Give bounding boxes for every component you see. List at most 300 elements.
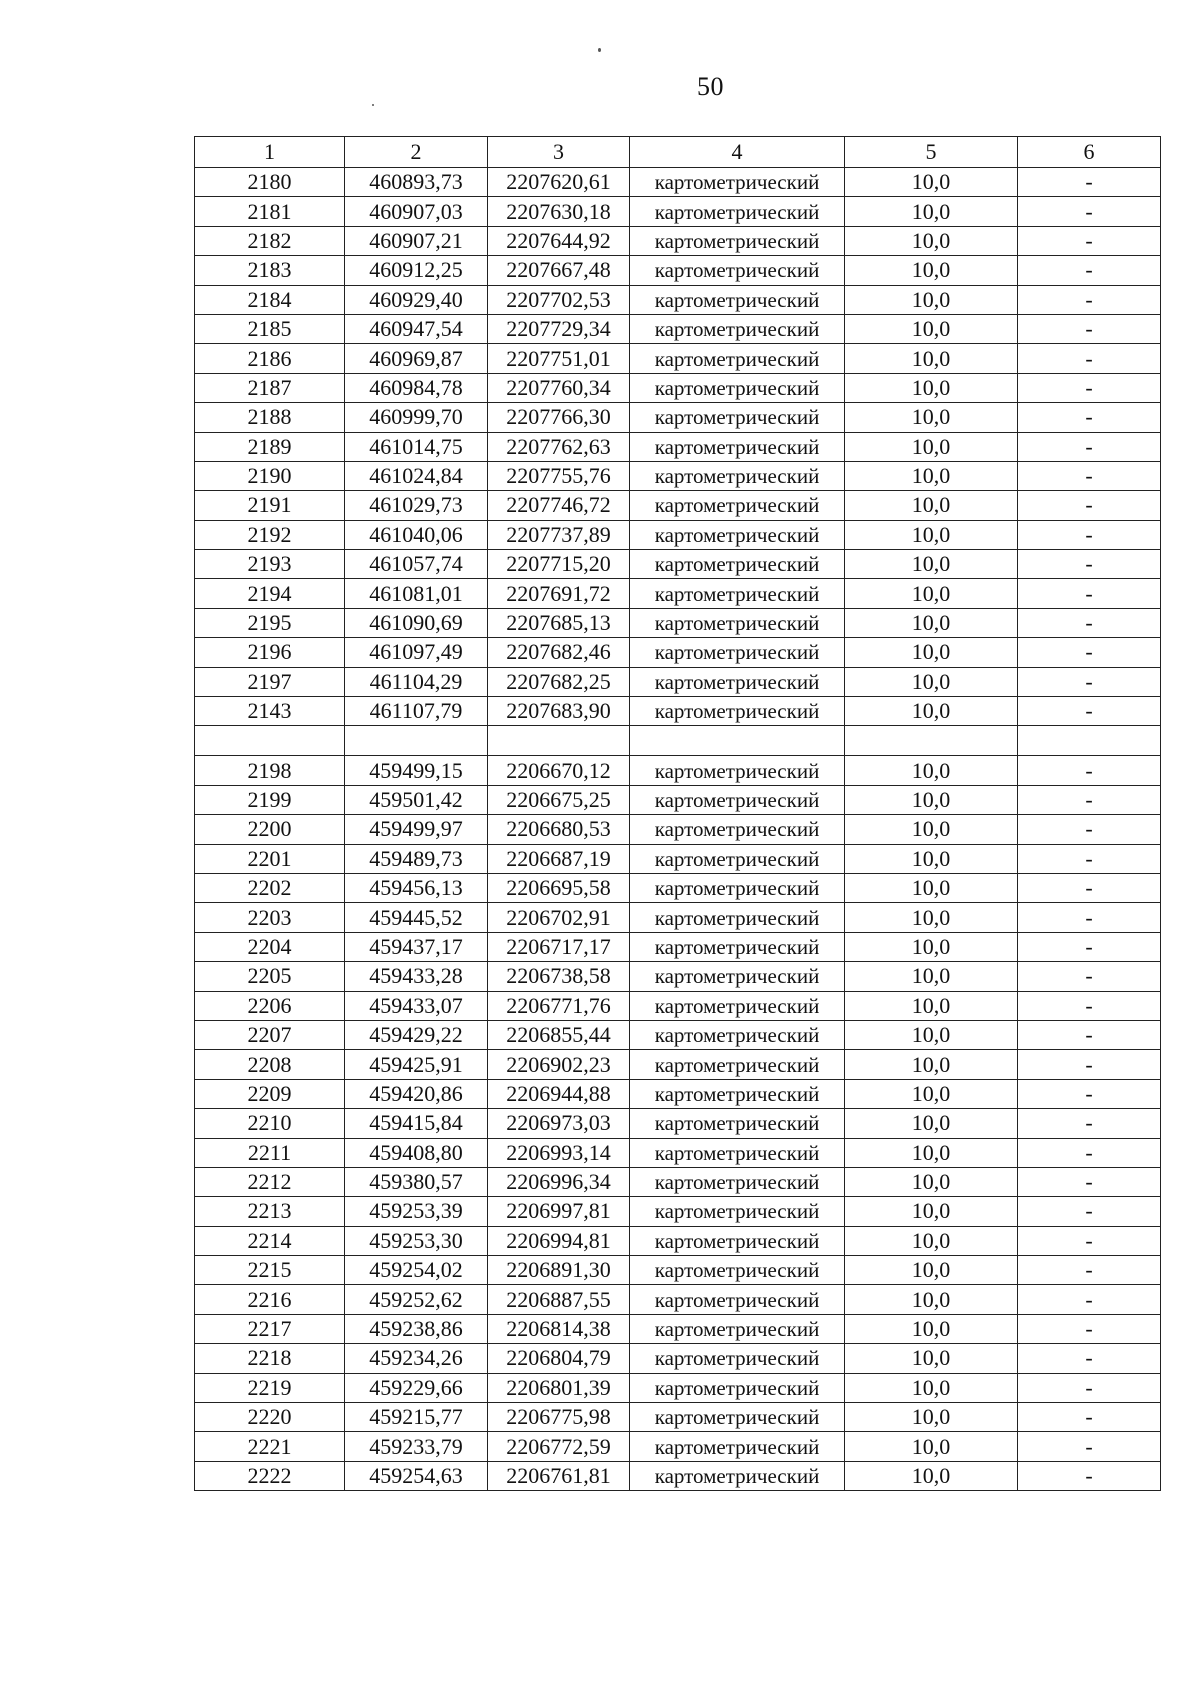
cell-x-coordinate: 459215,77: [345, 1403, 488, 1432]
empty-cell: [345, 726, 488, 756]
cell-point-number: 2183: [195, 256, 345, 285]
cell-method: картометрический: [630, 1432, 845, 1461]
cell-y-coordinate: 2207682,25: [488, 667, 630, 696]
cell-note: -: [1018, 815, 1161, 844]
cell-y-coordinate: 2206891,30: [488, 1256, 630, 1285]
cell-method: картометрический: [630, 1138, 845, 1167]
cell-x-coordinate: 459456,13: [345, 873, 488, 902]
cell-y-coordinate: 2207760,34: [488, 373, 630, 402]
table-row: [195, 344, 1161, 373]
cell-y-coordinate: 2206702,91: [488, 903, 630, 932]
cell-note: -: [1018, 932, 1161, 961]
cell-accuracy: 10,0: [845, 1285, 1018, 1314]
cell-point-number: 2187: [195, 373, 345, 402]
cell-x-coordinate: 459499,97: [345, 815, 488, 844]
cell-point-number: 2204: [195, 932, 345, 961]
table-body: [195, 137, 1161, 1491]
cell-y-coordinate: 2206887,55: [488, 1285, 630, 1314]
table-row: [195, 1197, 1161, 1226]
cell-x-coordinate: 459254,02: [345, 1256, 488, 1285]
cell-x-coordinate: 459437,17: [345, 932, 488, 961]
cell-point-number: 2190: [195, 461, 345, 490]
cell-point-number: 2206: [195, 991, 345, 1020]
cell-method: картометрический: [630, 756, 845, 785]
cell-x-coordinate: 459254,63: [345, 1461, 488, 1490]
table-row: [195, 550, 1161, 579]
cell-point-number: 2210: [195, 1109, 345, 1138]
cell-y-coordinate: 2206801,39: [488, 1373, 630, 1402]
cell-x-coordinate: 459380,57: [345, 1167, 488, 1196]
cell-y-coordinate: 2207685,13: [488, 608, 630, 637]
cell-accuracy: 10,0: [845, 550, 1018, 579]
cell-y-coordinate: 2206994,81: [488, 1226, 630, 1255]
cell-note: -: [1018, 697, 1161, 726]
cell-y-coordinate: 2206993,14: [488, 1138, 630, 1167]
cell-point-number: 2221: [195, 1432, 345, 1461]
cell-note: -: [1018, 667, 1161, 696]
cell-method: картометрический: [630, 314, 845, 343]
cell-method: картометрический: [630, 1167, 845, 1196]
cell-method: картометрический: [630, 1256, 845, 1285]
cell-note: -: [1018, 1079, 1161, 1108]
cell-accuracy: 10,0: [845, 197, 1018, 226]
cell-point-number: 2212: [195, 1167, 345, 1196]
table-row: [195, 1285, 1161, 1314]
cell-note: -: [1018, 1020, 1161, 1049]
cell-accuracy: 10,0: [845, 962, 1018, 991]
cell-point-number: 2201: [195, 844, 345, 873]
cell-point-number: 2209: [195, 1079, 345, 1108]
cell-x-coordinate: 459253,30: [345, 1226, 488, 1255]
cell-note: -: [1018, 314, 1161, 343]
cell-accuracy: 10,0: [845, 1461, 1018, 1490]
cell-y-coordinate: 2206996,34: [488, 1167, 630, 1196]
cell-method: картометрический: [630, 373, 845, 402]
cell-note: -: [1018, 903, 1161, 932]
table-row: [195, 638, 1161, 667]
cell-accuracy: 10,0: [845, 1432, 1018, 1461]
cell-method: картометрический: [630, 638, 845, 667]
table-row: [195, 1314, 1161, 1343]
cell-note: -: [1018, 1373, 1161, 1402]
cell-accuracy: 10,0: [845, 285, 1018, 314]
table-row: [195, 520, 1161, 549]
cell-point-number: 2182: [195, 226, 345, 255]
cell-x-coordinate: 460912,25: [345, 256, 488, 285]
cell-note: -: [1018, 168, 1161, 197]
cell-point-number: 2185: [195, 314, 345, 343]
cell-point-number: 2186: [195, 344, 345, 373]
cell-y-coordinate: 2206738,58: [488, 962, 630, 991]
column-header-4: 4: [630, 137, 845, 168]
cell-x-coordinate: 461029,73: [345, 491, 488, 520]
cell-method: картометрический: [630, 256, 845, 285]
cell-accuracy: 10,0: [845, 932, 1018, 961]
cell-note: -: [1018, 1167, 1161, 1196]
cell-method: картометрический: [630, 579, 845, 608]
table-row: [195, 697, 1161, 726]
page-number: 50: [697, 72, 724, 101]
cell-x-coordinate: 461104,29: [345, 667, 488, 696]
cell-y-coordinate: 2207630,18: [488, 197, 630, 226]
cell-accuracy: 10,0: [845, 1373, 1018, 1402]
cell-accuracy: 10,0: [845, 1109, 1018, 1138]
cell-y-coordinate: 2206772,59: [488, 1432, 630, 1461]
cell-method: картометрический: [630, 1109, 845, 1138]
cell-method: картометрический: [630, 550, 845, 579]
cell-point-number: 2195: [195, 608, 345, 637]
cell-x-coordinate: 459415,84: [345, 1109, 488, 1138]
cell-x-coordinate: 461057,74: [345, 550, 488, 579]
cell-point-number: 2222: [195, 1461, 345, 1490]
cell-accuracy: 10,0: [845, 1167, 1018, 1196]
cell-y-coordinate: 2207737,89: [488, 520, 630, 549]
table-row: [195, 1167, 1161, 1196]
cell-accuracy: 10,0: [845, 403, 1018, 432]
cell-point-number: 2203: [195, 903, 345, 932]
cell-y-coordinate: 2207762,63: [488, 432, 630, 461]
table-row: [195, 932, 1161, 961]
table-row: [195, 608, 1161, 637]
cell-method: картометрический: [630, 285, 845, 314]
cell-x-coordinate: 461090,69: [345, 608, 488, 637]
table-row: [195, 1432, 1161, 1461]
cell-accuracy: 10,0: [845, 491, 1018, 520]
cell-note: -: [1018, 197, 1161, 226]
cell-y-coordinate: 2206771,76: [488, 991, 630, 1020]
cell-accuracy: 10,0: [845, 256, 1018, 285]
cell-method: картометрический: [630, 697, 845, 726]
cell-x-coordinate: 459433,28: [345, 962, 488, 991]
cell-point-number: 2214: [195, 1226, 345, 1255]
cell-accuracy: 10,0: [845, 1079, 1018, 1108]
cell-point-number: 2180: [195, 168, 345, 197]
cell-x-coordinate: 460969,87: [345, 344, 488, 373]
cell-accuracy: 10,0: [845, 873, 1018, 902]
cell-accuracy: 10,0: [845, 226, 1018, 255]
cell-method: картометрический: [630, 1285, 845, 1314]
cell-method: картометрический: [630, 520, 845, 549]
scan-speck: [598, 48, 601, 52]
cell-y-coordinate: 2207751,01: [488, 344, 630, 373]
cell-x-coordinate: 459238,86: [345, 1314, 488, 1343]
cell-method: картометрический: [630, 1373, 845, 1402]
cell-note: -: [1018, 962, 1161, 991]
table-row: [195, 403, 1161, 432]
table-row: [195, 256, 1161, 285]
cell-note: -: [1018, 344, 1161, 373]
table-row: [195, 1403, 1161, 1432]
cell-y-coordinate: 2207729,34: [488, 314, 630, 343]
cell-note: -: [1018, 226, 1161, 255]
scan-speck: [372, 104, 374, 106]
cell-y-coordinate: 2206855,44: [488, 1020, 630, 1049]
cell-accuracy: 10,0: [845, 1314, 1018, 1343]
cell-y-coordinate: 2206902,23: [488, 1050, 630, 1079]
cell-accuracy: 10,0: [845, 168, 1018, 197]
cell-x-coordinate: 461014,75: [345, 432, 488, 461]
coordinates-table: [194, 136, 1161, 1491]
cell-accuracy: 10,0: [845, 432, 1018, 461]
cell-accuracy: 10,0: [845, 608, 1018, 637]
table-row: [195, 1461, 1161, 1490]
cell-y-coordinate: 2206695,58: [488, 873, 630, 902]
cell-point-number: 2200: [195, 815, 345, 844]
cell-method: картометрический: [630, 873, 845, 902]
cell-note: -: [1018, 1314, 1161, 1343]
table-row: [195, 491, 1161, 520]
cell-y-coordinate: 2207766,30: [488, 403, 630, 432]
cell-point-number: 2207: [195, 1020, 345, 1049]
table-row: [195, 962, 1161, 991]
table-row: [195, 373, 1161, 402]
cell-point-number: 2211: [195, 1138, 345, 1167]
cell-y-coordinate: 2207644,92: [488, 226, 630, 255]
column-header-3: 3: [488, 137, 630, 168]
table-row: [195, 1079, 1161, 1108]
cell-point-number: 2205: [195, 962, 345, 991]
cell-y-coordinate: 2207715,20: [488, 550, 630, 579]
cell-y-coordinate: 2206670,12: [488, 756, 630, 785]
cell-y-coordinate: 2206761,81: [488, 1461, 630, 1490]
cell-y-coordinate: 2206944,88: [488, 1079, 630, 1108]
cell-y-coordinate: 2206675,25: [488, 785, 630, 814]
cell-method: картометрический: [630, 461, 845, 490]
cell-note: -: [1018, 403, 1161, 432]
cell-method: картометрический: [630, 1226, 845, 1255]
cell-point-number: 2198: [195, 756, 345, 785]
cell-method: картометрический: [630, 1020, 845, 1049]
cell-method: картометрический: [630, 608, 845, 637]
table-row: [195, 785, 1161, 814]
cell-accuracy: 10,0: [845, 697, 1018, 726]
cell-point-number: 2188: [195, 403, 345, 432]
empty-cell: [195, 726, 345, 756]
cell-method: картометрический: [630, 226, 845, 255]
cell-note: -: [1018, 1050, 1161, 1079]
cell-method: картометрический: [630, 903, 845, 932]
cell-accuracy: 10,0: [845, 373, 1018, 402]
cell-point-number: 2191: [195, 491, 345, 520]
cell-x-coordinate: 459501,42: [345, 785, 488, 814]
cell-method: картометрический: [630, 168, 845, 197]
cell-accuracy: 10,0: [845, 1226, 1018, 1255]
cell-y-coordinate: 2206717,17: [488, 932, 630, 961]
cell-point-number: 2219: [195, 1373, 345, 1402]
cell-accuracy: 10,0: [845, 1197, 1018, 1226]
cell-y-coordinate: 2207755,76: [488, 461, 630, 490]
cell-point-number: 2194: [195, 579, 345, 608]
cell-point-number: 2192: [195, 520, 345, 549]
cell-accuracy: 10,0: [845, 638, 1018, 667]
empty-cell: [845, 726, 1018, 756]
cell-point-number: 2189: [195, 432, 345, 461]
cell-note: -: [1018, 1344, 1161, 1373]
cell-accuracy: 10,0: [845, 520, 1018, 549]
table-row: [195, 844, 1161, 873]
cell-accuracy: 10,0: [845, 344, 1018, 373]
cell-x-coordinate: 461107,79: [345, 697, 488, 726]
cell-method: картометрический: [630, 432, 845, 461]
cell-note: -: [1018, 1138, 1161, 1167]
column-header-2: 2: [345, 137, 488, 168]
table-row: [195, 226, 1161, 255]
cell-point-number: 2196: [195, 638, 345, 667]
cell-x-coordinate: 461097,49: [345, 638, 488, 667]
table-row: [195, 1373, 1161, 1402]
cell-y-coordinate: 2207746,72: [488, 491, 630, 520]
cell-accuracy: 10,0: [845, 1050, 1018, 1079]
cell-method: картометрический: [630, 403, 845, 432]
cell-note: -: [1018, 285, 1161, 314]
cell-y-coordinate: 2207682,46: [488, 638, 630, 667]
cell-y-coordinate: 2206814,38: [488, 1314, 630, 1343]
cell-x-coordinate: 459499,15: [345, 756, 488, 785]
cell-point-number: 2197: [195, 667, 345, 696]
cell-accuracy: 10,0: [845, 314, 1018, 343]
table-row: [195, 461, 1161, 490]
empty-cell: [488, 726, 630, 756]
cell-point-number: 2217: [195, 1314, 345, 1343]
table-row: [195, 432, 1161, 461]
cell-method: картометрический: [630, 667, 845, 696]
cell-method: картометрический: [630, 1314, 845, 1343]
cell-accuracy: 10,0: [845, 667, 1018, 696]
cell-x-coordinate: 459445,52: [345, 903, 488, 932]
cell-method: картометрический: [630, 815, 845, 844]
cell-method: картометрический: [630, 1403, 845, 1432]
cell-x-coordinate: 460929,40: [345, 285, 488, 314]
cell-y-coordinate: 2206804,79: [488, 1344, 630, 1373]
cell-note: -: [1018, 638, 1161, 667]
cell-method: картометрический: [630, 785, 845, 814]
cell-accuracy: 10,0: [845, 785, 1018, 814]
column-header-1: 1: [195, 137, 345, 168]
table-row: [195, 1109, 1161, 1138]
cell-y-coordinate: 2207702,53: [488, 285, 630, 314]
cell-x-coordinate: 459420,86: [345, 1079, 488, 1108]
cell-x-coordinate: 459425,91: [345, 1050, 488, 1079]
cell-y-coordinate: 2206973,03: [488, 1109, 630, 1138]
cell-method: картометрический: [630, 932, 845, 961]
table-row: [195, 991, 1161, 1020]
cell-note: -: [1018, 461, 1161, 490]
table-row: [195, 1226, 1161, 1255]
cell-y-coordinate: 2207620,61: [488, 168, 630, 197]
cell-note: -: [1018, 550, 1161, 579]
cell-x-coordinate: 460984,78: [345, 373, 488, 402]
table-row: [195, 197, 1161, 226]
cell-x-coordinate: 461040,06: [345, 520, 488, 549]
cell-point-number: 2208: [195, 1050, 345, 1079]
cell-x-coordinate: 459234,26: [345, 1344, 488, 1373]
table-row: [195, 815, 1161, 844]
table-row: [195, 285, 1161, 314]
table-row: [195, 756, 1161, 785]
cell-accuracy: 10,0: [845, 903, 1018, 932]
cell-accuracy: 10,0: [845, 756, 1018, 785]
cell-note: -: [1018, 256, 1161, 285]
cell-note: -: [1018, 1197, 1161, 1226]
table-row: [195, 1256, 1161, 1285]
column-header-6: 6: [1018, 137, 1161, 168]
cell-accuracy: 10,0: [845, 1138, 1018, 1167]
cell-method: картометрический: [630, 197, 845, 226]
cell-note: -: [1018, 1256, 1161, 1285]
cell-point-number: 2184: [195, 285, 345, 314]
table-row: [195, 1344, 1161, 1373]
column-header-5: 5: [845, 137, 1018, 168]
cell-note: -: [1018, 1432, 1161, 1461]
cell-note: -: [1018, 991, 1161, 1020]
cell-y-coordinate: 2206997,81: [488, 1197, 630, 1226]
cell-y-coordinate: 2206687,19: [488, 844, 630, 873]
cell-method: картометрический: [630, 991, 845, 1020]
cell-point-number: 2216: [195, 1285, 345, 1314]
cell-method: картометрический: [630, 491, 845, 520]
cell-point-number: 2143: [195, 697, 345, 726]
empty-cell: [630, 726, 845, 756]
cell-x-coordinate: 459433,07: [345, 991, 488, 1020]
cell-x-coordinate: 459252,62: [345, 1285, 488, 1314]
cell-accuracy: 10,0: [845, 1020, 1018, 1049]
cell-note: -: [1018, 1109, 1161, 1138]
cell-point-number: 2220: [195, 1403, 345, 1432]
cell-point-number: 2199: [195, 785, 345, 814]
cell-note: -: [1018, 579, 1161, 608]
cell-accuracy: 10,0: [845, 815, 1018, 844]
cell-note: -: [1018, 1461, 1161, 1490]
cell-y-coordinate: 2207667,48: [488, 256, 630, 285]
cell-note: -: [1018, 1285, 1161, 1314]
cell-x-coordinate: 459229,66: [345, 1373, 488, 1402]
cell-note: -: [1018, 491, 1161, 520]
cell-note: -: [1018, 373, 1161, 402]
cell-point-number: 2213: [195, 1197, 345, 1226]
cell-y-coordinate: 2207683,90: [488, 697, 630, 726]
table-row: [195, 903, 1161, 932]
empty-cell: [1018, 726, 1161, 756]
cell-accuracy: 10,0: [845, 579, 1018, 608]
cell-accuracy: 10,0: [845, 844, 1018, 873]
cell-note: -: [1018, 520, 1161, 549]
cell-y-coordinate: 2206775,98: [488, 1403, 630, 1432]
cell-accuracy: 10,0: [845, 461, 1018, 490]
cell-method: картометрический: [630, 1050, 845, 1079]
cell-x-coordinate: 459233,79: [345, 1432, 488, 1461]
table-row: [195, 168, 1161, 197]
cell-point-number: 2181: [195, 197, 345, 226]
cell-accuracy: 10,0: [845, 1256, 1018, 1285]
cell-method: картометрический: [630, 1197, 845, 1226]
cell-x-coordinate: 459253,39: [345, 1197, 488, 1226]
cell-accuracy: 10,0: [845, 1403, 1018, 1432]
cell-method: картометрический: [630, 344, 845, 373]
table-row: [195, 1138, 1161, 1167]
cell-note: -: [1018, 785, 1161, 814]
cell-y-coordinate: 2207691,72: [488, 579, 630, 608]
cell-x-coordinate: 460907,03: [345, 197, 488, 226]
cell-method: картометрический: [630, 1344, 845, 1373]
cell-x-coordinate: 460907,21: [345, 226, 488, 255]
table-row: [195, 873, 1161, 902]
cell-note: -: [1018, 608, 1161, 637]
cell-point-number: 2218: [195, 1344, 345, 1373]
cell-note: -: [1018, 432, 1161, 461]
cell-x-coordinate: 459408,80: [345, 1138, 488, 1167]
cell-x-coordinate: 459429,22: [345, 1020, 488, 1049]
table-row: [195, 1020, 1161, 1049]
